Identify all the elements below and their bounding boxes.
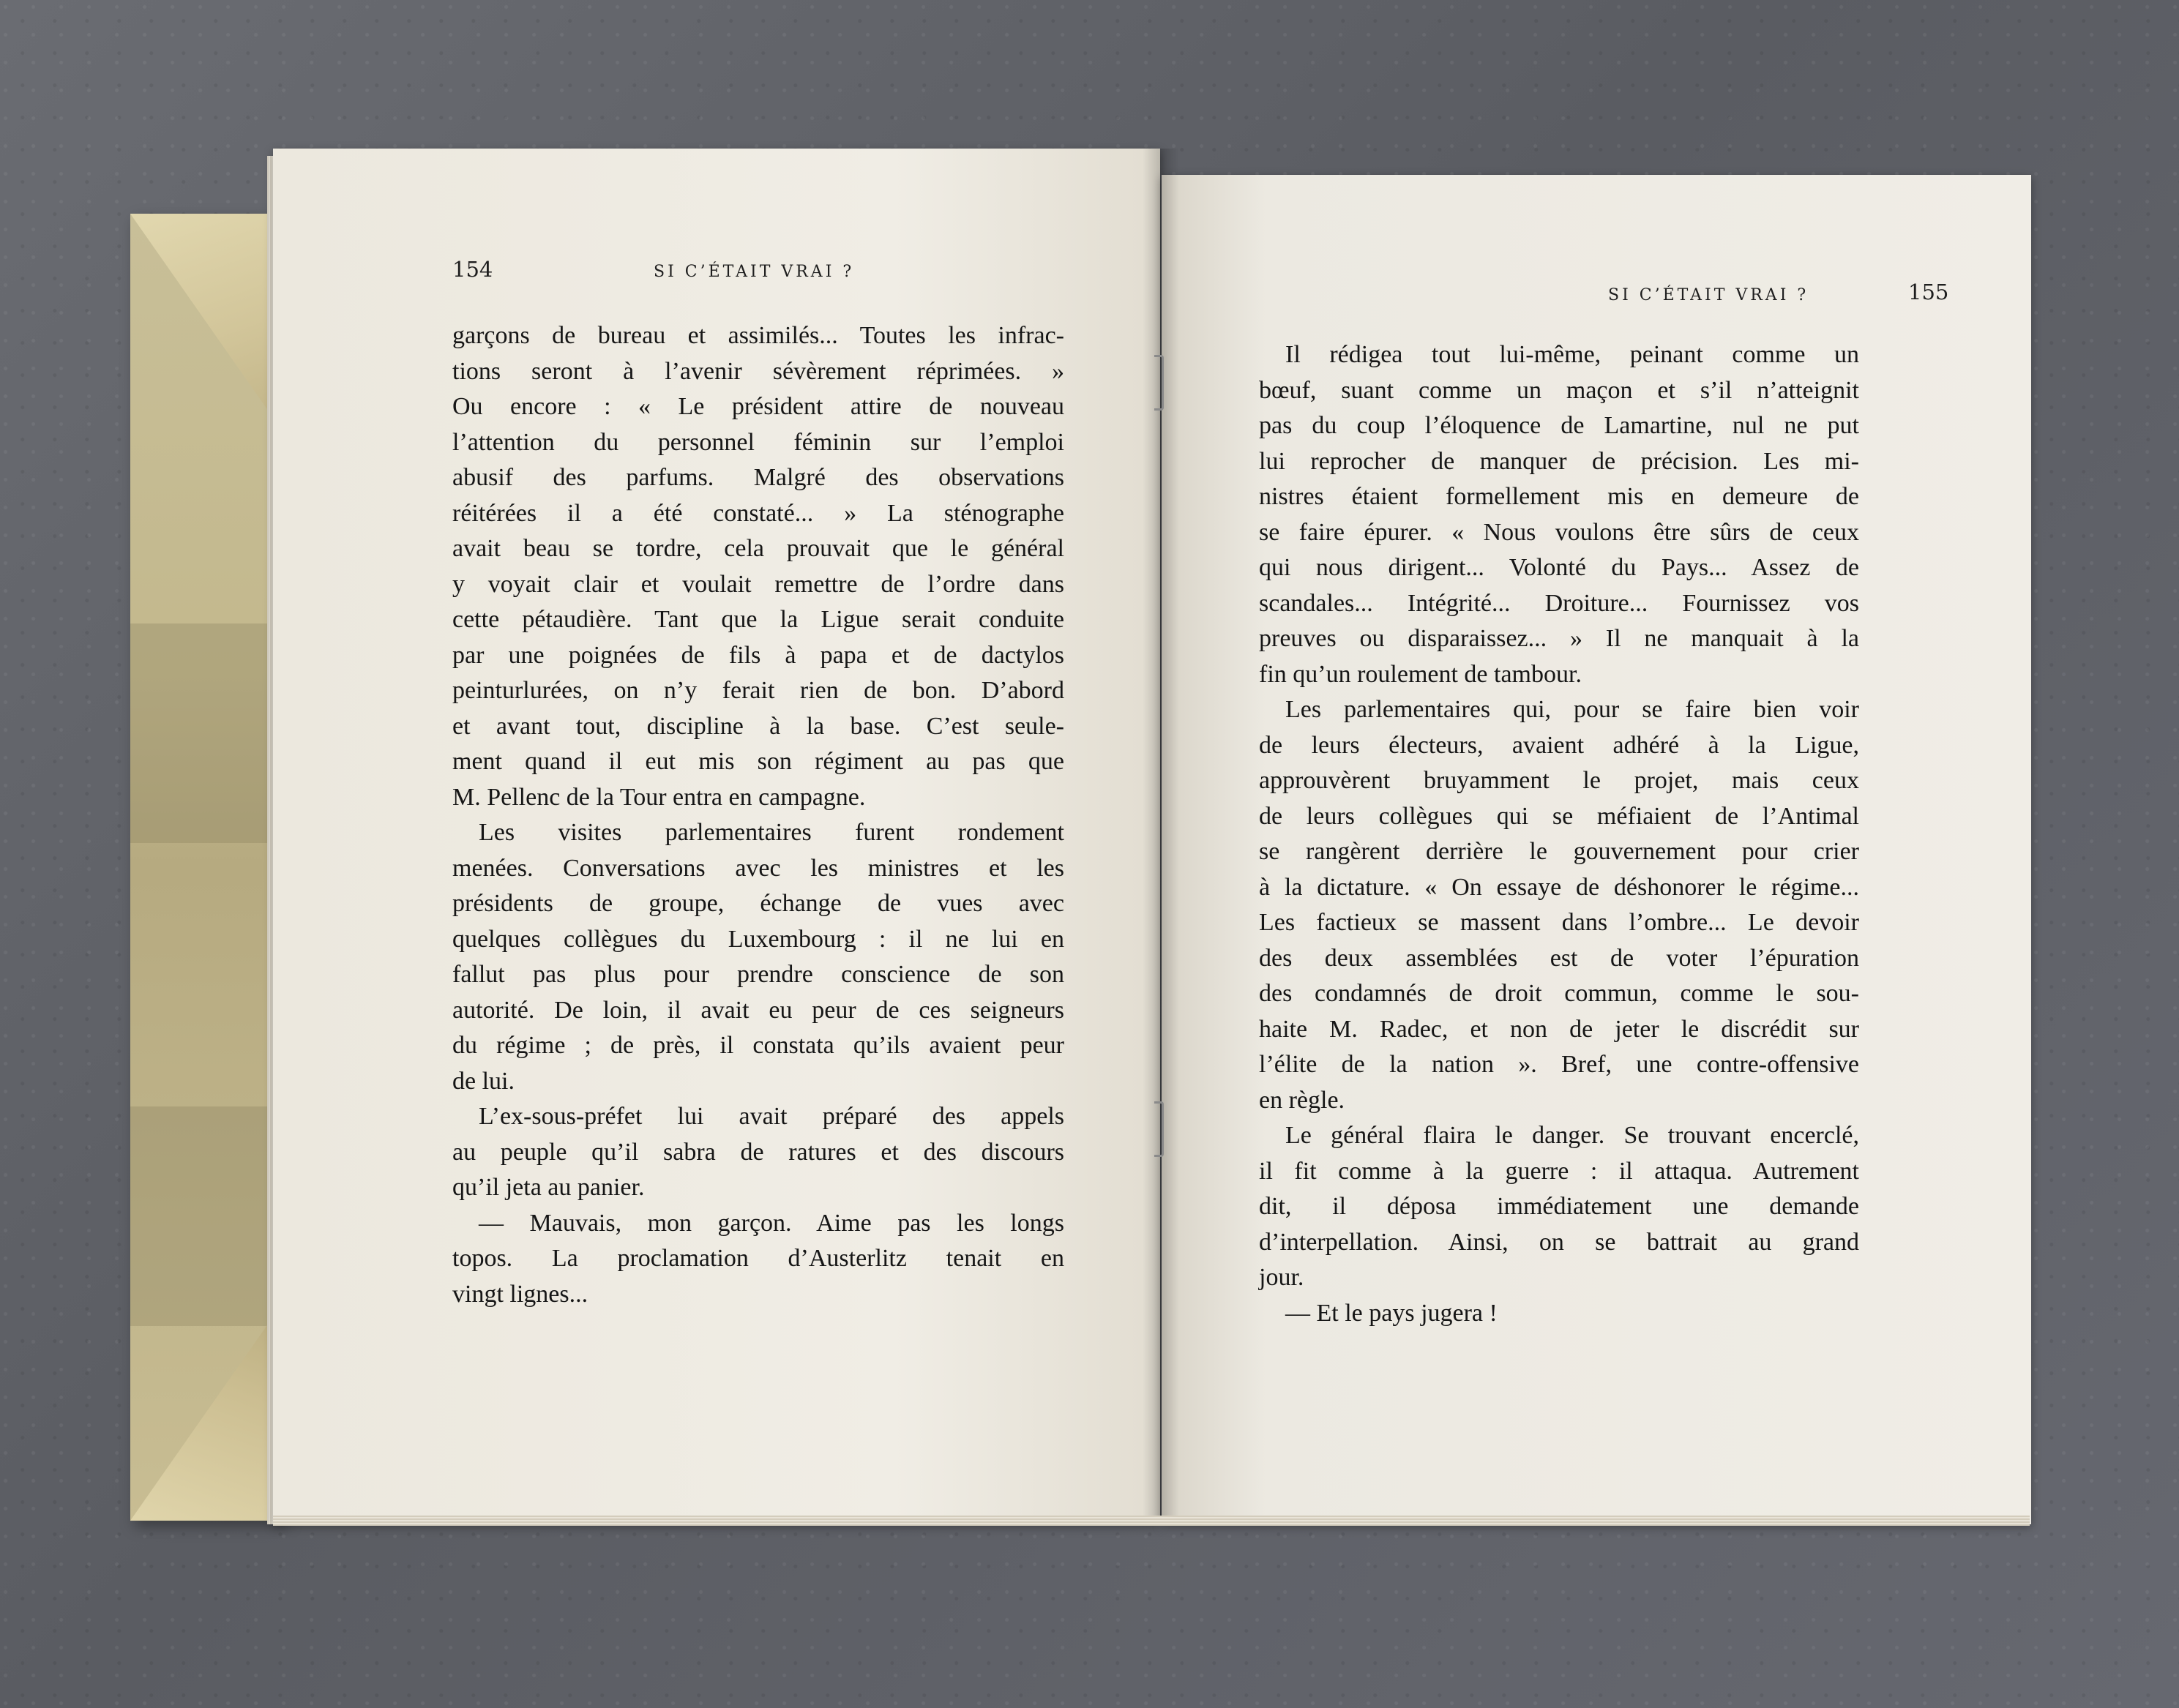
right-page-text-line: dit, il déposa immédiatement une demande	[1259, 1193, 1859, 1220]
left-page-text-line: de lui.	[452, 1067, 515, 1095]
left-page-text-line: au peuple qu’il sabra de ratures et des discours	[452, 1138, 1064, 1166]
wrapper-fold-top	[130, 214, 284, 433]
right-page-body	[1259, 337, 1859, 1331]
right-page-text-line: de leurs collègues qui se méfiaient de l’Antimal	[1259, 802, 1859, 830]
right-page-text-line: qui nous dirigent... Volonté du Pays... Assez de	[1259, 554, 1859, 581]
left-page-text-line: menées. Conversations avec les ministres et les	[452, 854, 1064, 882]
right-page-text-line: de leurs électeurs, avaient adhéré à la Ligue,	[1259, 731, 1859, 759]
left-page-text-line: tions seront à l’avenir sévèrement réprimées. »	[452, 357, 1064, 385]
binding-stitch	[1154, 1101, 1164, 1157]
binding-stitch	[1154, 355, 1164, 411]
left-page-text-line: y voyait clair et voulait remettre de l’ordre dans	[452, 570, 1064, 598]
right-page-text-line: des deux assemblées est de voter l’épuration	[1259, 944, 1859, 972]
wrapper-fold-bottom	[130, 1301, 284, 1521]
right-page-text-line: scandales... Intégrité... Droiture... Fournissez vos	[1259, 589, 1859, 617]
left-page-text-line: — Mauvais, mon garçon. Aime pas les longs	[479, 1209, 1064, 1237]
right-page-text-line: preuves ou disparaissez... » Il ne manquait à la	[1259, 625, 1859, 652]
right-page-text-line: se faire épurer. « Nous voulons être sûrs de ceux	[1259, 518, 1859, 546]
right-page-number: 155	[1908, 280, 1949, 304]
right-page-text-line: lui reprocher de manquer de précision. Les mi-	[1259, 447, 1859, 475]
right-page-text-line: Les factieux se massent dans l’ombre... Le devoir	[1259, 909, 1859, 936]
right-page-text-line: pas du coup l’éloquence de Lamartine, nul ne put	[1259, 412, 1859, 439]
left-page-text-line: abusif des parfums. Malgré des observations	[452, 464, 1064, 491]
left-page-text-line: L’ex-sous-préfet lui avait préparé des appels	[479, 1103, 1064, 1130]
left-page	[273, 149, 1160, 1524]
right-page-text-line: des condamnés de droit commun, comme le sou-	[1259, 980, 1859, 1007]
right-page-text-line: d’interpellation. Ainsi, on se battrait au grand	[1259, 1228, 1859, 1256]
right-page-text-line: à la dictature. « On essaye de déshonorer le régime...	[1259, 873, 1859, 901]
left-page-text-line: peinturlurées, on n’y ferait rien de bon. D’abord	[452, 677, 1064, 704]
left-page-text-line: réitérées il a été constaté... » La sténographe	[452, 499, 1064, 527]
right-page-text-line: approuvèrent bruyamment le projet, mais ceux	[1259, 767, 1859, 794]
page-edges-bottom	[273, 1516, 2030, 1526]
left-page-text-line: Les visites parlementaires furent rondement	[479, 819, 1064, 846]
left-running-head: SI C’ÉTAIT VRAI ?	[654, 263, 855, 281]
right-page-text-line: — Et le pays jugera !	[1285, 1299, 1498, 1327]
right-page-text-line: jour.	[1259, 1264, 1304, 1291]
left-page-body	[452, 318, 1064, 1312]
left-page-text-line: quelques collègues du Luxembourg : il ne lui en	[452, 925, 1064, 953]
glassine-wrapper	[130, 214, 284, 1521]
right-running-head: SI C’ÉTAIT VRAI ?	[1608, 286, 1809, 304]
left-page-text-line: l’attention du personnel féminin sur l’emploi	[452, 428, 1064, 456]
right-page-text-line: Le général flaira le danger. Se trouvant encerclé,	[1285, 1122, 1859, 1149]
right-page-text-line: Les parlementaires qui, pour se faire bien voir	[1285, 696, 1859, 723]
right-page-text-line: se rangèrent derrière le gouvernement pour crier	[1259, 838, 1859, 865]
right-page-text-line: en règle.	[1259, 1086, 1345, 1114]
right-page-text-line: l’élite de la nation ». Bref, une contre-offensive	[1259, 1051, 1859, 1078]
left-page-text-line: vingt lignes...	[452, 1280, 588, 1308]
left-page-text-line: Ou encore : « Le président attire de nouveau	[452, 393, 1064, 420]
left-page-text-line: fallut pas plus pour prendre conscience de son	[452, 961, 1064, 988]
left-page-text-line: présidents de groupe, échange de vues avec	[452, 890, 1064, 917]
left-page-text-line: et avant tout, discipline à la base. C’est seule-	[452, 712, 1064, 740]
right-page-text-line: haite M. Radec, et non de jeter le discrédit sur	[1259, 1015, 1859, 1043]
right-page	[1162, 175, 2031, 1524]
left-page-text-line: avait beau se tordre, cela prouvait que le général	[452, 535, 1064, 562]
left-page-text-line: garçons de bureau et assimilés... Toutes les infrac-	[452, 322, 1064, 349]
left-page-text-line: du régime ; de près, il constata qu’ils avaient peur	[452, 1032, 1064, 1059]
left-page-text-line: M. Pellenc de la Tour entra en campagne.	[452, 783, 866, 811]
left-page-text-line: autorité. De loin, il avait eu peur de ces seigneurs	[452, 996, 1064, 1024]
wrapper-band	[130, 1106, 284, 1326]
left-page-number: 154	[452, 257, 493, 282]
left-page-text-line: qu’il jeta au panier.	[452, 1174, 645, 1201]
wrapper-band	[130, 623, 284, 843]
left-page-text-line: ment quand il eut mis son régiment au pas que	[452, 748, 1064, 775]
right-page-text-line: fin qu’un roulement de tambour.	[1259, 660, 1582, 688]
left-page-text-line: topos. La proclamation d’Austerlitz tenait en	[452, 1245, 1064, 1272]
right-page-text-line: Il rédigea tout lui-même, peinant comme un	[1285, 341, 1859, 368]
open-book	[267, 149, 2031, 1524]
right-page-text-line: il fit comme à la guerre : il attaqua. Autrement	[1259, 1157, 1859, 1185]
left-page-text-line: par une poignées de fils à papa et de dactylos	[452, 641, 1064, 669]
right-page-text-line: bœuf, suant comme un maçon et s’il n’atteignit	[1259, 376, 1859, 404]
right-page-text-line: nistres étaient formellement mis en demeure de	[1259, 483, 1859, 510]
left-page-text-line: cette pétaudière. Tant que la Ligue serait conduite	[452, 606, 1064, 633]
